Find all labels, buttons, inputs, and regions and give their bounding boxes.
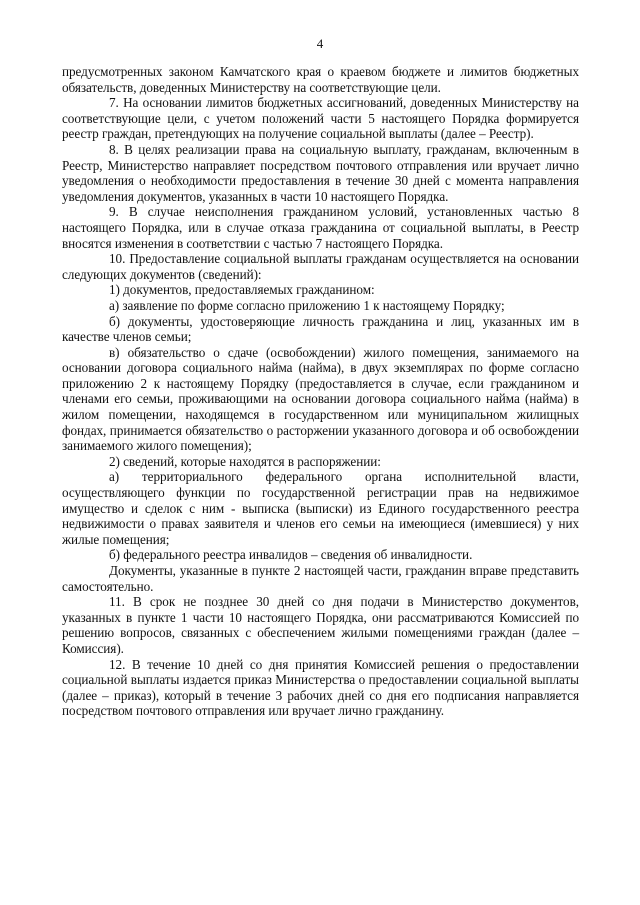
- paragraph-10-note: Документы, указанные в пункте 2 настоящей части, гражданин вправе представить самостоятельно.: [62, 563, 579, 594]
- paragraph-continuation: предусмотренных законом Камчатского края о краевом бюджете и лимитов бюджетных обязательств, доведенных Министерству на соответствующие цели.: [62, 64, 579, 95]
- paragraph-9: 9. В случае неисполнения гражданином условий, установленных частью 8 настоящего Порядка, или в случае отказа гражданина от социальной выплаты, в Реестр вносятся изменения в соответствии с частью 7 настоящего Порядка.: [62, 204, 579, 251]
- paragraph-10-item-1v: в) обязательство о сдаче (освобождении) жилого помещения, занимаемого на основании договора социального найма (найма), в двух экземплярах по форме согласно приложению 2 к настоящему Порядку (предоставляется в случае, если гражданином и членами его семьи, проживающими на основании договора социального найма (найма) в жилом помещении, находящемся в государственном или муниципальном жилищных фондах, принимается обязательство о расторжении указанного договора и об освобождении занимаемого жилого помещения);: [62, 344, 579, 454]
- paragraph-10-item-2a: а) территориального федерального органа исполнительной власти, осуществляющего функции по государственной регистрации прав на недвижимое имущество и сделок с ним - выписка (выписки) из Единого государственного реестра недвижимости о правах заявителя и членов его семьи на имеющиеся (имевшиеся) у них жилые помещения;: [62, 469, 579, 547]
- paragraph-10-item-1b: б) документы, удостоверяющие личность гражданина и лиц, указанных им в качестве членов семьи;: [62, 313, 579, 345]
- paragraph-10: 10. Предоставление социальной выплаты гражданам осуществляется на основании следующих документов (сведений):: [62, 251, 579, 282]
- paragraph-10-item-1: 1) документов, предоставляемых гражданином:: [109, 282, 375, 298]
- paragraph-8: 8. В целях реализации права на социальную выплату, гражданам, включенным в Реестр, Министерство направляет посредством почтового отправления или вручает лично уведомления о необходимости предоставления в течение 30 дней с момента направления уведомления документов, указанных в части 10 настоящего Порядка.: [62, 141, 579, 204]
- paragraph-10-item-2: 2) сведений, которые находятся в распоряжении:: [109, 453, 381, 469]
- paragraph-10-item-2b: б) федерального реестра инвалидов – сведения об инвалидности.: [109, 547, 473, 563]
- paragraph-12: 12. В течение 10 дней со дня принятия Комиссией решения о предоставлении социальной выплаты издается приказ Министерства о предоставлении социальной выплаты (далее – приказ), который в течение 3 рабочих дней со дня его подписания направляется посредством почтового отправления или вручает лично гражданину.: [62, 656, 579, 719]
- document-body: [62, 64, 579, 719]
- paragraph-11: 11. В срок не позднее 30 дней со дня подачи в Министерство документов, указанных в пункте 1 части 10 настоящего Порядка, они рассматриваются Комиссией по решению вопросов, связанных с обеспечением жилыми помещениями граждан (далее – Комиссия).: [62, 594, 579, 656]
- page-number: 4: [316, 36, 324, 51]
- paragraph-7: 7. На основании лимитов бюджетных ассигнований, доведенных Министерству на соответствующие цели, с учетом положений части 5 настоящего Порядка формируется реестр граждан, претендующих на получение социальной выплаты (далее – Реестр).: [62, 95, 579, 142]
- paragraph-10-item-1a: а) заявление по форме согласно приложению 1 к настоящему Порядку;: [109, 297, 505, 313]
